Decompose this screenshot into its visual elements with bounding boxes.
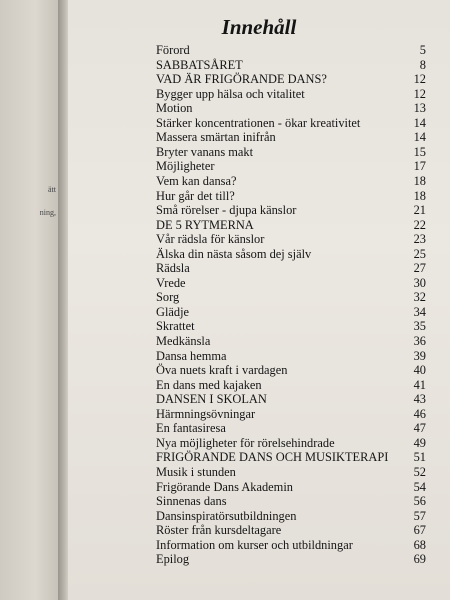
toc-entry-page: 22 [413,217,426,232]
book-gutter [58,0,68,600]
toc-entry-page: 51 [413,450,426,465]
toc-entry-title: Rädsla [156,261,190,276]
toc-entry-title: Musik i stunden [156,464,236,479]
toc-entry [68,552,450,567]
toc-entry [68,349,450,364]
toc-entry-title: Sorg [156,290,180,305]
toc-entry [68,421,450,436]
toc-entry-title: Stärker koncentrationen - ökar kreativitet [156,115,361,130]
toc-entry-title: Epilog [156,552,190,567]
toc-entry-title: Medkänsla [156,334,211,348]
toc-entry [68,130,450,145]
toc-entry [68,276,450,291]
toc-entry-page: 39 [413,348,426,363]
toc-entry-page: 21 [413,203,426,218]
toc-entry-page: 34 [413,304,426,319]
toc-entry [68,305,450,320]
toc-entry [68,43,450,58]
toc-entry-page: 8 [419,57,426,72]
toc-entry-page: 43 [413,392,426,407]
toc-entry [68,87,450,102]
toc-entry-page: 68 [413,537,426,552]
toc-entry-title: Vem kan dansa? [156,173,237,188]
toc-entry [68,247,450,262]
toc-entry-page: 36 [413,334,426,348]
toc-entry-title: Möjligheter [156,159,215,174]
toc-entry-title: DE 5 RYTMERNA [156,217,254,232]
toc-entry [68,363,450,378]
toc-entry-page: 49 [413,435,426,450]
toc-entry-page: 13 [413,101,426,116]
toc-entry-page: 52 [413,464,426,479]
toc-entry-title: FRIGÖRANDE DANS OCH MUSIKTERAPI [156,450,389,465]
toc-entry [68,494,450,509]
toc-entry [68,72,450,87]
toc-entry-page: 47 [413,421,426,436]
toc-entry [68,174,450,189]
toc-entry [68,203,450,218]
toc-entry-title: Bygger upp hälsa och vitalitet [156,86,305,101]
toc-entry-title: Information om kurser och utbildningar [156,537,353,552]
toc-entry [68,58,450,73]
toc-entry-page: 25 [413,246,426,261]
toc-entry-title: Skrattet [156,319,195,334]
toc-entry-page: 67 [413,523,426,538]
toc-entry [68,101,450,116]
toc-entry-page: 12 [413,86,426,101]
toc-entry-title: VAD ÄR FRIGÖRANDE DANS? [156,72,327,87]
toc-entry-page: 56 [413,494,426,509]
toc-entry [68,334,450,349]
toc-entry [68,407,450,422]
toc-entry [68,378,450,393]
toc-entry-page: 30 [413,275,426,290]
toc-entry-title: Glädje [156,304,190,319]
toc-entry-page: 41 [413,377,426,392]
toc-entry-page: 54 [413,479,426,494]
toc-entry [68,232,450,247]
toc-entry-title: Frigörande Dans Akademin [156,479,293,494]
toc-entry [68,465,450,480]
toc-entry [68,450,450,465]
toc-entry-page: 23 [413,232,426,247]
toc-entry-page: 69 [413,552,426,567]
toc-entry-title: Vrede [156,275,186,290]
toc-page [68,0,450,600]
toc-entry-title: DANSEN I SKOLAN [156,392,267,407]
toc-entry-title: Förord [156,43,190,57]
toc-entry-page: 27 [413,261,426,276]
toc-entry [68,480,450,495]
toc-entry-page: 14 [413,115,426,130]
toc-entry [68,145,450,160]
toc-entry-title: Dansinspiratörsutbildningen [156,508,297,523]
toc-entry-page: 5 [419,43,426,57]
toc-entry-page: 46 [413,406,426,421]
toc-entry-page: 17 [413,159,426,174]
toc-entry-title: SABBATSÅRET [156,57,243,72]
toc-entry [68,189,450,204]
toc-entry-title: Motion [156,101,193,116]
toc-entry-page: 15 [413,144,426,159]
toc-entry [68,538,450,553]
toc-entry [68,116,450,131]
toc-entry-title: Öva nuets kraft i vardagen [156,363,288,378]
toc-entry-page: 12 [413,72,426,87]
toc-entry-title: Härmningsövningar [156,406,256,421]
toc-entry-title: Vår rädsla för känslor [156,232,265,247]
toc-entry-title: Dansa hemma [156,348,227,363]
left-page-fragment: ning, [39,208,56,217]
toc-entry-title: Älska din nästa såsom dej själv [156,246,312,261]
left-page-fragment: ätt [48,185,56,194]
toc-entry [68,218,450,233]
toc-entry [68,436,450,451]
toc-entry-page: 14 [413,130,426,145]
toc-entry-title: En dans med kajaken [156,377,262,392]
page-title: Innehåll [221,15,297,39]
toc-entry-title: En fantasiresa [156,421,226,436]
toc-entry-page: 40 [413,363,426,378]
toc-entry [68,523,450,538]
toc-entry [68,509,450,524]
toc-entry-title: Sinnenas dans [156,494,227,509]
toc-entry-title: Små rörelser - djupa känslor [156,203,297,218]
toc-entry-title: Röster från kursdeltagare [156,523,282,538]
toc-entry-page: 18 [413,188,426,203]
left-page [0,0,58,600]
toc-entry-title: Hur går det till? [156,188,235,203]
toc-entry-page: 35 [413,319,426,334]
toc-entry-page: 57 [413,508,426,523]
toc-entry [68,290,450,305]
toc-entry-title: Bryter vanans makt [156,144,254,159]
toc-entry [68,392,450,407]
toc-entry [68,159,450,174]
toc-entry [68,261,450,276]
toc-entry [68,319,450,334]
toc-entry-title: Massera smärtan inifrån [156,130,276,145]
toc-entry-page: 18 [413,173,426,188]
toc-entry-page: 32 [413,290,426,305]
toc-entry-title: Nya möjligheter för rörelsehindrade [156,435,335,450]
